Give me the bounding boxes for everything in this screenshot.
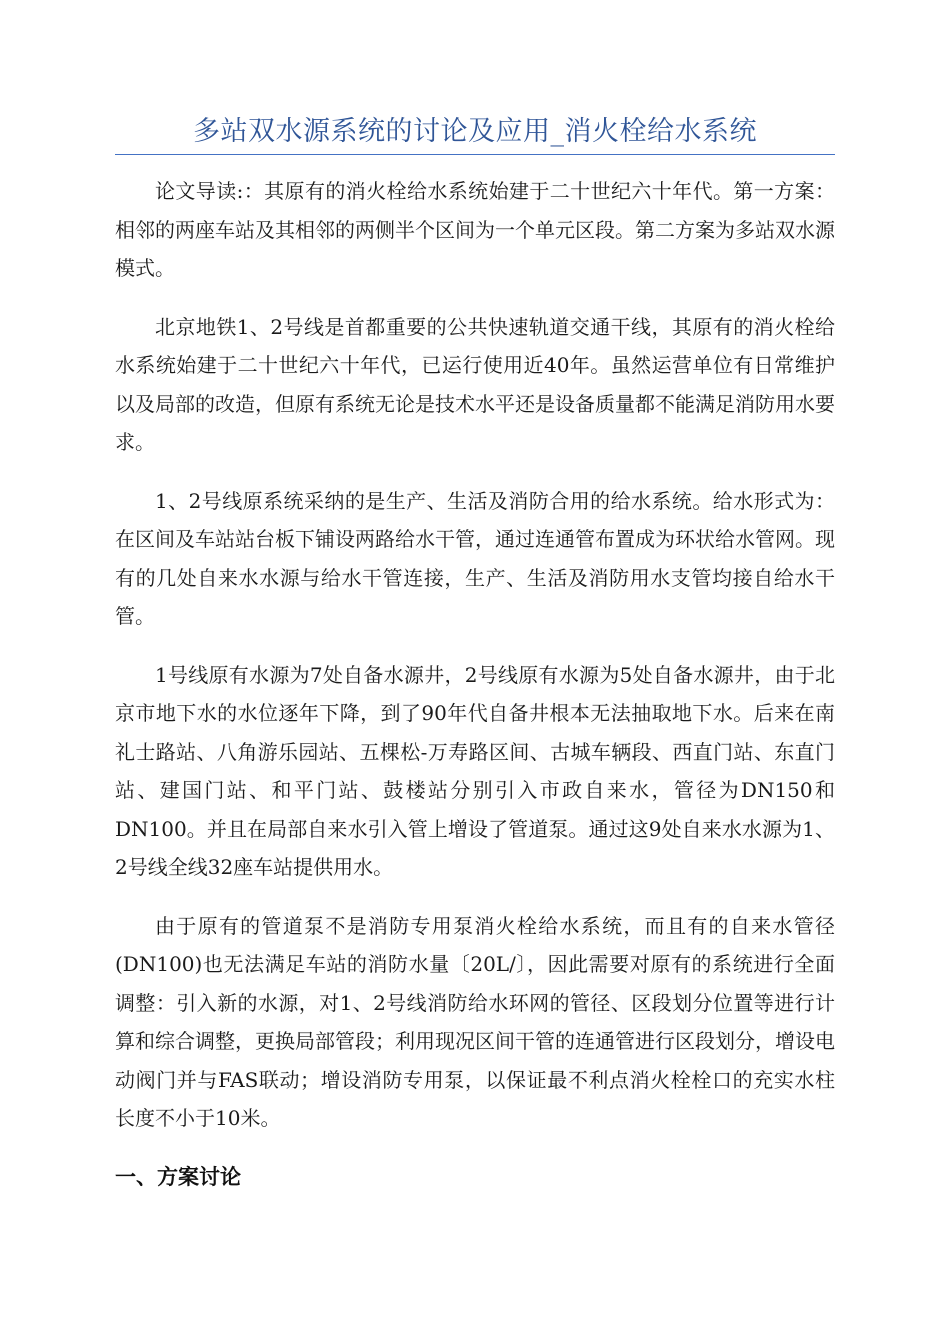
paragraph-abstract: 论文导读:：其原有的消火栓给水系统始建于二十世纪六十年代。第一方案：相邻的两座车站及其相邻的两侧半个区间为一个单元区段。第二方案为多站双水源模式。 [115, 179, 835, 280]
document-body [115, 172, 835, 1196]
title-underline [115, 154, 835, 155]
section-heading: 一、方案讨论 [115, 1164, 241, 1189]
paragraph-adjustment: 由于原有的管道泵不是消防专用泵消火栓给水系统，而且有的自来水管径(DN100)也无法满足车站的消防水量〔20L/〕，因此需要对原有的系统进行全面调整：引入新的水源，对1、2号线消防给水环网的管径、区段划分位置等进行计算和综合调整，更换局部管段；利用现况区间干管的连通管进行区段划分，增设电动阀门并与FAS联动；增设消防专用泵，以保证最不利点消火栓栓口的充实水柱长度不小于10米。 [115, 913, 835, 1130]
paragraph-background: 北京地铁1、2号线是首都重要的公共快速轨道交通干线，其原有的消火栓给水系统始建于二十世纪六十年代，已运行使用近40年。虽然运营单位有日常维护以及局部的改造，但原有系统无论是技术水平还是设备质量都不能满足消防用水要求。 [115, 314, 835, 454]
document-title: 多站双水源系统的讨论及应用_消火栓给水系统 [193, 116, 757, 147]
paragraph-water-sources: 1号线原有水源为7处自备水源井，2号线原有水源为5处自备水源井，由于北京市地下水的水位逐年下降，到了90年代自备井根本无法抽取地下水。后来在南礼士路站、八角游乐园站、五棵松-万寿路区间、古城车辆段、西直门站、东直门站、建国门站、和平门站、鼓楼站分别引入市政自来水，管径为DN150和DN100。并且在局部自来水引入管上增设了管道泵。通过这9处自来水水源为1、2号线全线32座车站提供用水。 [115, 662, 835, 879]
paragraph-original-system: 1、2号线原系统采纳的是生产、生活及消防合用的给水系统。给水形式为：在区间及车站站台板下铺设两路给水干管，通过连通管布置成为环状给水管网。现有的几处自来水水源与给水干管连接，生产、生活及消防用水支管均接自给水干管。 [115, 488, 835, 628]
